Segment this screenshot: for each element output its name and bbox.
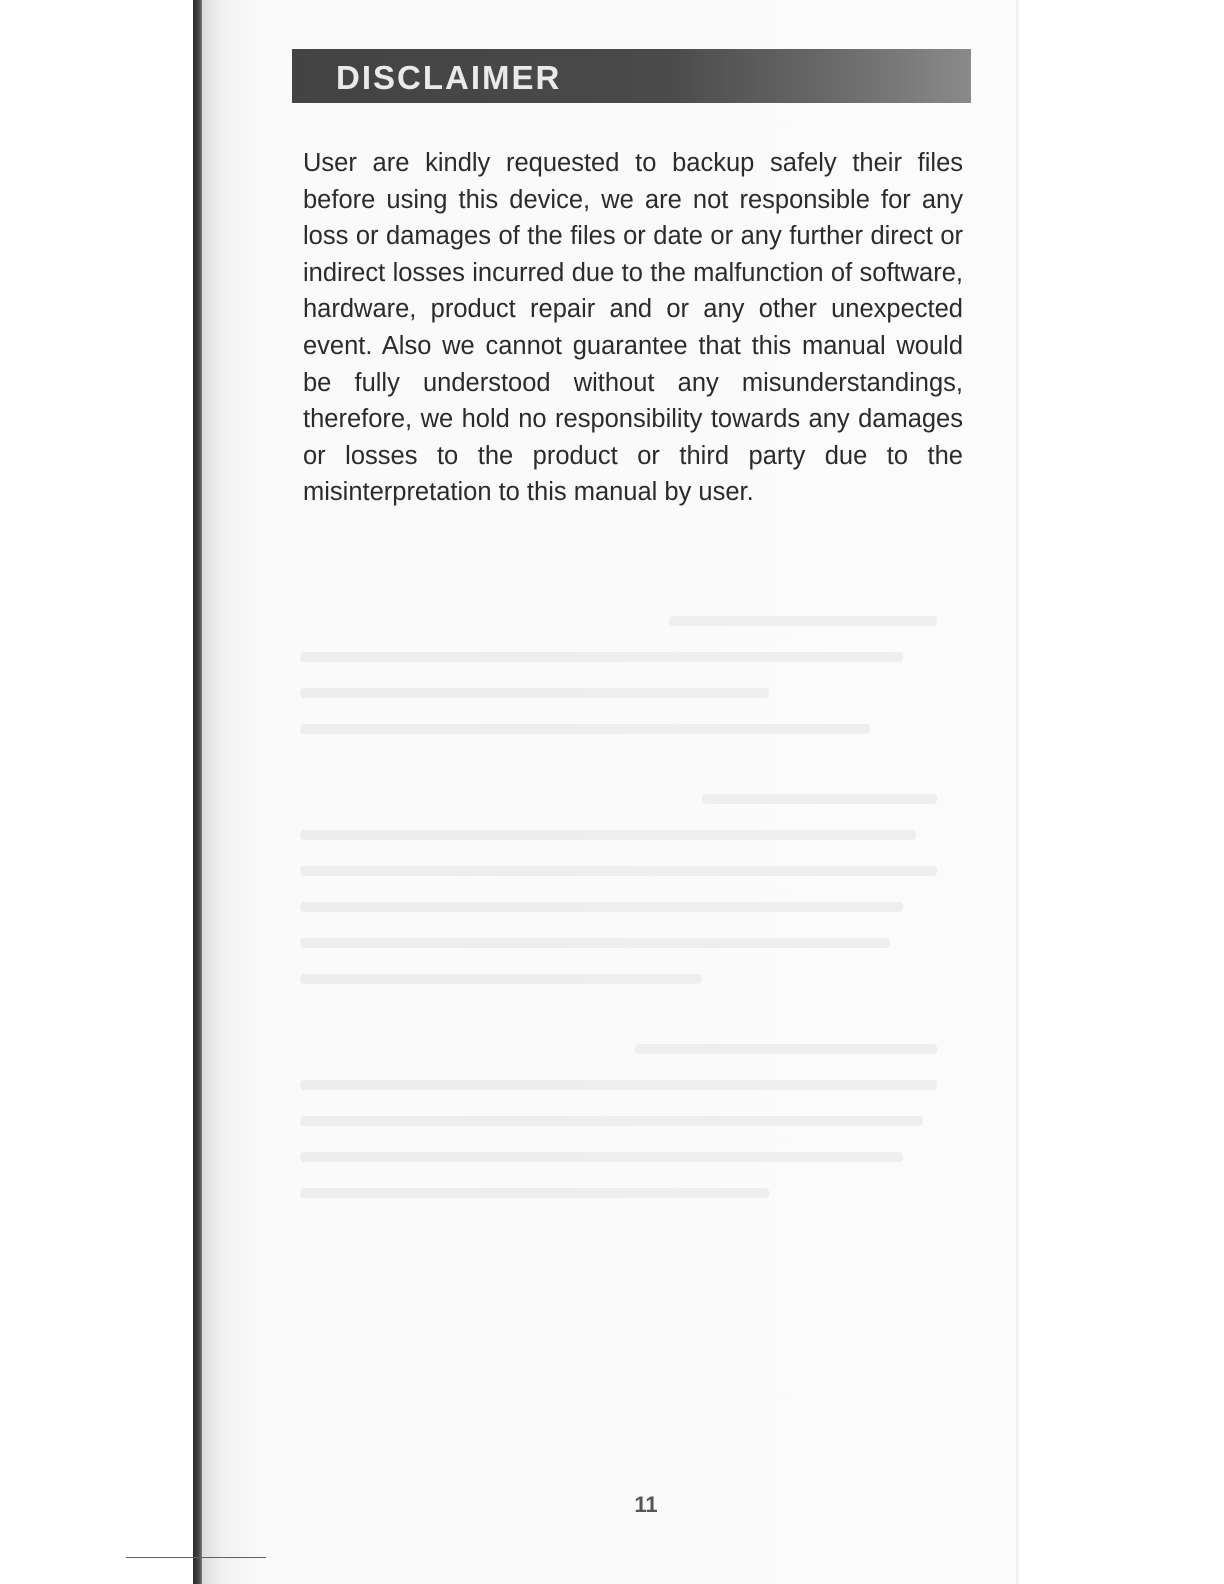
footer-rule	[126, 1557, 266, 1558]
disclaimer-paragraph: User are kindly requested to backup safely their files before using this device, we are not responsible for any loss or damages of the files or date or any further direct or indirect losses incurred due to the malfunction of software, hardware, product repair and or any other unexpected event. Also we cannot guarantee that this manual would be fully understood without any misunderstandings, therefore, we hold no responsibility towards any damages or losses to the product or third party due to the misinterpretation to this manual by user.	[303, 149, 963, 507]
section-title: DISCLAIMER	[336, 59, 562, 96]
page-number: 11	[634, 1492, 658, 1517]
binding-edge	[193, 0, 202, 1584]
page-edge	[1016, 0, 1020, 1584]
